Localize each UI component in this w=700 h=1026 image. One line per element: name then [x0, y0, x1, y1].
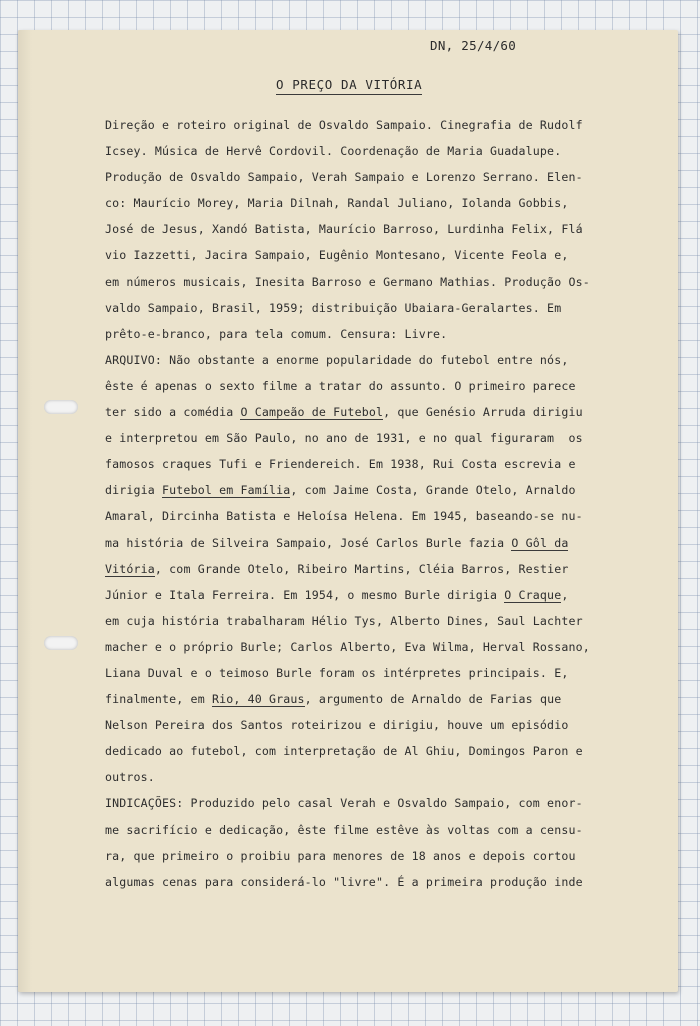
paragraph [105, 112, 630, 347]
document-title: O PREÇO DA VITÓRIA [276, 77, 422, 95]
text-line [105, 764, 630, 790]
text-run: vio Iazzetti, Jacira Sampaio, Eugênio Montesano, Vicente Feola e, [105, 248, 569, 263]
text-run: ARQUIVO: Não obstante a enorme popularidade do futebol entre nós, [105, 352, 569, 367]
underlined-film-title: O Campeão de Futebol [240, 405, 384, 420]
text-line [105, 869, 630, 895]
document-body [105, 112, 630, 895]
text-run: macher e o próprio Burle; Carlos Alberto, Eva Wilma, Herval Rossano, [105, 639, 590, 654]
text-run: finalmente, em [105, 692, 212, 707]
text-line [105, 190, 630, 216]
text-run: e interpretou em São Paulo, no ano de 1931, e no qual figuraram os [105, 431, 583, 446]
text-run: dedicado ao futebol, com interpretação de Al Ghiu, Domingos Paron e [105, 744, 583, 759]
text-line [105, 164, 630, 190]
text-line [105, 451, 630, 477]
underlined-film-title: Vitória [105, 561, 155, 576]
text-run: , argumento de Arnaldo de Farias que [304, 692, 562, 707]
text-run: me sacrifício e dedicação, êste filme estêve às voltas com a censu- [105, 822, 583, 837]
paragraph [105, 790, 630, 894]
text-line [105, 660, 630, 686]
text-run: êste é apenas o sexto filme a tratar do assunto. O primeiro parece [105, 378, 576, 393]
punch-hole [44, 636, 78, 650]
text-line [105, 242, 630, 268]
text-line [105, 530, 630, 556]
text-run: ra, que primeiro o proibiu para menores de 18 anos e depois cortou [105, 848, 576, 863]
text-run: Júnior e Itala Ferreira. Em 1954, o mesmo Burle dirigia [105, 587, 505, 602]
text-run: em números musicais, Inesita Barroso e Germano Mathias. Produção Os- [105, 274, 590, 289]
text-line [105, 634, 630, 660]
text-line [105, 477, 630, 503]
text-run: , [561, 587, 569, 602]
text-line [105, 373, 630, 399]
text-line [105, 843, 630, 869]
text-line [105, 817, 630, 843]
text-line [105, 790, 630, 816]
text-line [105, 269, 630, 295]
punch-hole [44, 400, 78, 414]
text-line [105, 503, 630, 529]
text-run: famosos craques Tufi e Friendereich. Em 1938, Rui Costa escrevia e [105, 457, 576, 472]
text-line [105, 112, 630, 138]
text-run: Amaral, Dircinha Batista e Heloísa Helena. Em 1945, baseando-se nu- [105, 509, 583, 524]
text-run: , com Grande Otelo, Ribeiro Martins, Cléia Barros, Restier [154, 561, 569, 576]
text-line [105, 347, 630, 373]
text-line [105, 712, 630, 738]
text-run: algumas cenas para considerá-lo "livre". É a primeira produção inde [105, 874, 583, 889]
text-run: , com Jaime Costa, Grande Otelo, Arnaldo [290, 483, 576, 498]
underlined-film-title: O Craque [504, 587, 562, 602]
text-line [105, 295, 630, 321]
text-run: Produção de Osvaldo Sampaio, Verah Sampaio e Lorenzo Serrano. Elen- [105, 170, 583, 185]
text-run: , que Genésio Arruda dirigiu [383, 405, 583, 420]
text-line [105, 582, 630, 608]
text-line [105, 321, 630, 347]
document-date: DN, 25/4/60 [430, 38, 517, 53]
text-line [105, 399, 630, 425]
text-line [105, 425, 630, 451]
paragraph [105, 347, 630, 791]
text-run: Nelson Pereira dos Santos roteirizou e dirigiu, houve um episódio [105, 718, 569, 733]
text-run: ma história de Silveira Sampaio, José Carlos Burle fazia [105, 535, 512, 550]
text-run: Icsey. Música de Hervê Cordovil. Coordenação de Maria Guadalupe. [105, 144, 562, 159]
text-run: em cuja história trabalharam Hélio Tys, Alberto Dines, Saul Lachter [105, 613, 583, 628]
text-line [105, 608, 630, 634]
text-run: José de Jesus, Xandó Batista, Maurício Barroso, Lurdinha Felix, Flá [105, 222, 583, 237]
text-run: INDICAÇÕES: Produzido pelo casal Verah e Osvaldo Sampaio, com enor- [105, 796, 583, 811]
text-line [105, 556, 630, 582]
text-run: dirigia [105, 483, 163, 498]
text-line [105, 738, 630, 764]
text-run: outros. [105, 770, 155, 785]
underlined-film-title: O Gôl da [511, 535, 569, 550]
underlined-film-title: Futebol em Família [162, 483, 291, 498]
text-run: Liana Duval e o teimoso Burle foram os intérpretes principais. E, [105, 665, 569, 680]
text-run: ter sido a comédia [105, 405, 241, 420]
text-run: valdo Sampaio, Brasil, 1959; distribuição Ubaiara-Geralartes. Em [105, 300, 562, 315]
text-line [105, 216, 630, 242]
underlined-film-title: Rio, 40 Graus [211, 692, 305, 707]
text-run: Direção e roteiro original de Osvaldo Sampaio. Cinegrafia de Rudolf [105, 118, 583, 132]
text-line [105, 138, 630, 164]
text-run: prêto-e-branco, para tela comum. Censura: Livre. [105, 326, 448, 341]
text-line [105, 686, 630, 712]
text-run: co: Maurício Morey, Maria Dilnah, Randal Juliano, Iolanda Gobbis, [105, 196, 569, 211]
